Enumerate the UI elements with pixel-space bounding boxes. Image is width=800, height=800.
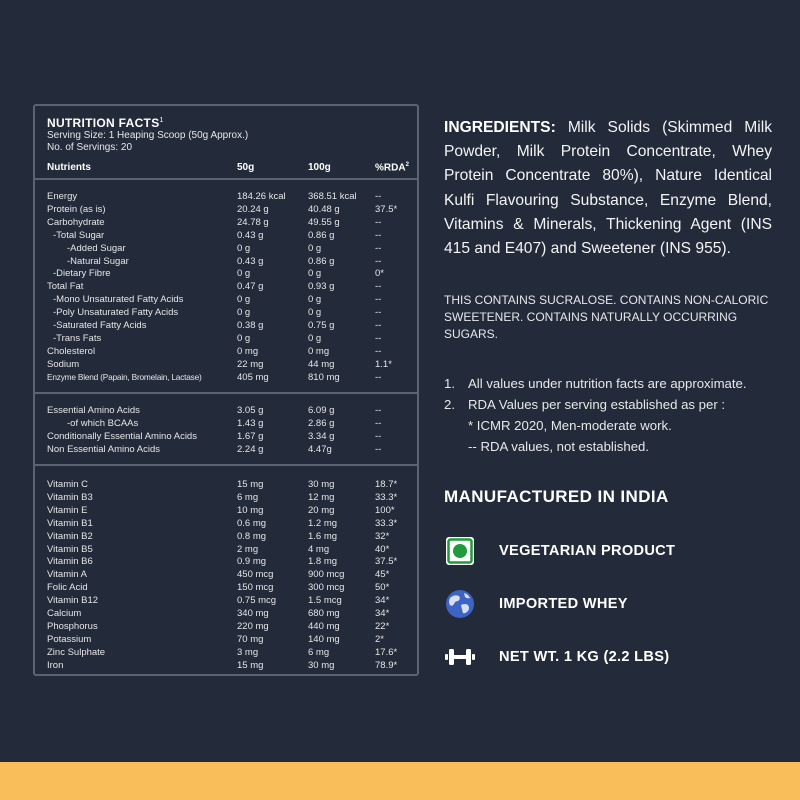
table-row (35, 358, 417, 371)
value-50g: 0.43 g (237, 255, 264, 267)
table-row (35, 216, 417, 229)
value-100g: 0.86 g (308, 229, 335, 241)
value-rda: -- (375, 229, 382, 241)
nutrient-name: Cholesterol (47, 345, 96, 357)
table-row (35, 646, 417, 659)
nutrient-name: -Natural Sugar (67, 255, 129, 267)
nutrient-name: Calcium (47, 608, 82, 619)
table-row (35, 555, 417, 568)
value-50g: 0 mg (237, 345, 259, 357)
value-50g: 450 mcg (237, 569, 274, 581)
value-50g: 2.24 g (237, 443, 264, 455)
value-100g: 6 mg (308, 646, 330, 658)
accent-bar (0, 762, 800, 800)
value-50g: 3 mg (237, 646, 259, 658)
value-rda: 45* (375, 569, 390, 581)
value-rda: 100* (375, 504, 395, 516)
value-rda: 37.5* (375, 203, 398, 215)
table-row (35, 242, 417, 255)
nutrient-name: -Mono Unsaturated Fatty Acids (53, 294, 184, 306)
value-rda: 32* (375, 530, 390, 542)
value-50g: 184.26 kcal (237, 191, 286, 202)
table-row (35, 491, 417, 504)
value-50g: 2 mg (237, 543, 259, 555)
value-50g: 15 mg (237, 659, 264, 671)
table-row (35, 203, 417, 216)
value-50g: 0 g (237, 332, 251, 344)
value-rda: 18.7* (375, 479, 398, 490)
value-100g: 30 mg (308, 479, 335, 490)
table-row (35, 530, 417, 543)
nutrient-name: Essential Amino Acids (47, 405, 140, 416)
value-rda: 22* (375, 620, 390, 632)
value-100g: 0 g (308, 294, 322, 306)
nutrition-title: NUTRITION FACTS$^1$ (47, 116, 164, 130)
table-row (35, 306, 417, 319)
value-50g: 0.9 mg (237, 556, 267, 568)
value-100g: 440 mg (308, 620, 340, 632)
divider (35, 178, 417, 180)
header-rda: %RDA$^2$ (375, 162, 409, 174)
ingredients (444, 116, 772, 261)
table-row (35, 543, 417, 556)
value-100g: 44 mg (308, 358, 335, 370)
table-row (35, 255, 417, 268)
nutrient-name: Vitamin A (47, 569, 87, 581)
value-50g: 0 g (237, 268, 251, 280)
feature-imported-whey: IMPORTED WHEY (444, 588, 774, 620)
table-row (35, 267, 417, 280)
nutrient-name: Non Essential Amino Acids (47, 443, 161, 455)
value-rda: 34* (375, 608, 390, 619)
value-100g: 300 mcg (308, 582, 345, 594)
value-rda: 33.3* (375, 491, 398, 503)
nutrient-name: Potassium (47, 633, 92, 645)
value-rda: 37.5* (375, 556, 398, 568)
value-rda: -- (375, 216, 382, 228)
value-100g: 3.34 g (308, 430, 335, 442)
value-50g: 0.43 g (237, 229, 264, 241)
nutrient-name: Total Fat (47, 281, 84, 293)
nutrient-name: Sodium (47, 358, 80, 370)
value-100g: 1.2 mg (308, 517, 338, 529)
value-50g: 24.78 g (237, 216, 269, 228)
value-50g: 0 g (237, 242, 251, 254)
value-rda: -- (375, 294, 382, 306)
value-100g: 1.5 mcg (308, 595, 342, 607)
value-100g: 0 g (308, 268, 322, 280)
value-rda: 2* (375, 633, 384, 645)
value-100g: 6.09 g (308, 405, 335, 416)
value-100g: 30 mg (308, 659, 335, 671)
value-50g: 0 g (237, 294, 251, 306)
header-nutrients: Nutrients (47, 162, 91, 173)
value-rda: -- (375, 191, 382, 202)
feature-vegetarian: VEGETARIAN PRODUCT (444, 535, 774, 567)
value-rda: 78.9* (375, 659, 398, 671)
table-row (35, 607, 417, 620)
table-row (35, 332, 417, 345)
header-50g: 50g (237, 162, 255, 173)
table-row (35, 478, 417, 491)
value-50g: 6 mg (237, 491, 259, 503)
table-row (35, 517, 417, 530)
nutrient-name: -of which BCAAs (67, 417, 139, 429)
value-50g: 15 mg (237, 479, 264, 490)
value-50g: 0.6 mg (237, 517, 267, 529)
value-100g: 4 mg (308, 543, 330, 555)
nutrient-name: -Trans Fats (53, 332, 102, 344)
table-row (35, 229, 417, 242)
value-100g: 20 mg (308, 504, 335, 516)
value-100g: 900 mcg (308, 569, 345, 581)
value-100g: 0 g (308, 307, 322, 319)
value-100g: 0 mg (308, 345, 330, 357)
value-rda: -- (375, 345, 382, 357)
value-100g: 12 mg (308, 491, 335, 503)
value-rda: -- (375, 430, 382, 442)
table-row (35, 280, 417, 293)
value-100g: 680 mg (308, 608, 340, 619)
nutrient-name: Vitamin C (47, 479, 89, 490)
value-50g: 150 mcg (237, 582, 274, 594)
nutrient-name: -Total Sugar (53, 229, 105, 241)
value-rda: 0* (375, 268, 384, 280)
table-row (35, 371, 417, 384)
value-50g: 1.43 g (237, 417, 264, 429)
value-rda: -- (375, 281, 382, 293)
value-50g: 22 mg (237, 358, 264, 370)
value-50g: 0.75 mcg (237, 595, 277, 607)
nutrient-name: Vitamin B1 (47, 517, 93, 529)
nutrient-name: Vitamin E (47, 504, 88, 516)
nutrient-name: Phosphorus (47, 620, 98, 632)
divider (35, 392, 417, 394)
sweetener-note: THIS CONTAINS SUCRALOSE. CONTAINS NON-CALORIC SWEETENER. CONTAINS NATURALLY OCCURRING SUGARS. (444, 293, 769, 341)
value-rda: -- (375, 307, 382, 319)
serving-size: Serving Size: 1 Heaping Scoop (50g Approx.) (47, 129, 249, 141)
value-rda: -- (375, 255, 382, 267)
table-row (35, 443, 417, 456)
nutrient-name: Vitamin B3 (47, 491, 93, 503)
nutrient-name: Vitamin B2 (47, 530, 93, 542)
header-100g: 100g (308, 162, 331, 173)
divider (35, 464, 417, 466)
nutrient-name: Vitamin B6 (47, 556, 93, 568)
value-rda: -- (375, 242, 382, 254)
table-row (35, 659, 417, 672)
value-100g: 49.55 g (308, 216, 340, 228)
value-rda: 1.1* (375, 358, 392, 370)
table-row (35, 190, 417, 203)
value-100g: 40.48 g (308, 203, 340, 215)
nutrient-name: Enzyme Blend (Papain, Bromelain, Lactase) (47, 371, 202, 382)
manufactured-in-india: MANUFACTURED IN INDIA (444, 487, 669, 506)
value-100g: 0 g (308, 242, 322, 254)
dumbbell-icon (444, 641, 476, 673)
value-50g: 3.05 g (237, 405, 264, 416)
value-100g: 368.51 kcal (308, 191, 357, 202)
nutrient-name: -Added Sugar (67, 242, 126, 254)
globe-icon (444, 588, 476, 620)
nutrient-name: -Poly Unsaturated Fatty Acids (53, 307, 179, 319)
value-50g: 405 mg (237, 371, 269, 383)
footnote-icmr: * ICMR 2020, Men-moderate work. (468, 418, 672, 433)
value-50g: 10 mg (237, 504, 264, 516)
value-100g: 2.86 g (308, 417, 335, 429)
value-50g: 0.38 g (237, 320, 264, 331)
nutrient-name: Carbohydrate (47, 216, 105, 228)
nutrient-name: Energy (47, 191, 78, 202)
value-50g: 0.47 g (237, 281, 264, 293)
table-row (35, 620, 417, 633)
value-100g: 1.8 mg (308, 556, 338, 568)
vegetarian-icon (444, 535, 476, 567)
value-rda: 33.3* (375, 517, 398, 529)
table-row (35, 345, 417, 358)
value-100g: 0 g (308, 332, 322, 344)
value-rda: -- (375, 405, 382, 416)
table-row (35, 633, 417, 646)
table-row (35, 430, 417, 443)
value-100g: 0.86 g (308, 255, 335, 267)
value-rda: 34* (375, 595, 390, 607)
nutrition-header (47, 115, 248, 155)
value-50g: 220 mg (237, 620, 269, 632)
value-50g: 70 mg (237, 633, 264, 645)
value-50g: 340 mg (237, 608, 269, 619)
value-rda: -- (375, 332, 382, 344)
nutrient-name: -Dietary Fibre (53, 268, 111, 280)
table-header (35, 162, 417, 178)
nutrient-name: Protein (as is) (47, 203, 106, 215)
footnote-1: 1. All values under nutrition facts are approximate. (444, 376, 747, 391)
servings-count: No. of Servings: 20 (47, 142, 133, 153)
value-100g: 1.6 mg (308, 530, 338, 542)
table-row (35, 404, 417, 417)
table-row (35, 594, 417, 607)
value-50g: 0 g (237, 307, 251, 319)
table-row (35, 417, 417, 430)
value-100g: 4.47g (308, 443, 332, 455)
value-rda: -- (375, 443, 382, 455)
nutrient-name: Folic Acid (47, 582, 88, 594)
nutrition-facts-panel (33, 104, 419, 676)
feature-net-weight: NET WT. 1 KG (2.2 LBS) (444, 641, 774, 673)
nutrient-name: Vitamin B12 (47, 595, 99, 607)
value-100g: 0.75 g (308, 320, 335, 331)
nutrient-name: Zinc Sulphate (47, 646, 106, 658)
value-50g: 20.24 g (237, 203, 269, 215)
value-rda: 40* (375, 543, 390, 555)
table-row (35, 504, 417, 517)
value-100g: 0.93 g (308, 281, 335, 293)
value-rda: -- (375, 320, 382, 331)
value-rda: 50* (375, 582, 390, 594)
value-100g: 810 mg (308, 371, 340, 383)
nutrient-name: Iron (47, 659, 64, 671)
value-50g: 1.67 g (237, 430, 264, 442)
ingredients-text: INGREDIENTS: Milk Solids (Skimmed Milk Powder, Milk Protein Concentrate, Whey Protein Concentrate 80%), Nature Identical Kulfi Flavouring Substance, Enzyme Blend, Vitamins & Minerals, Thickening Agent (INS 415 and E407) and Sweetener (INS 955). (444, 119, 772, 258)
table-row (35, 319, 417, 332)
value-100g: 140 mg (308, 633, 340, 645)
table-row (35, 581, 417, 594)
footnote-2: 2. RDA Values per serving established as per : (444, 397, 726, 412)
nutrient-name: -Saturated Fatty Acids (53, 320, 147, 331)
table-row (35, 293, 417, 306)
nutrient-name: Vitamin B5 (47, 543, 93, 555)
value-rda: -- (375, 417, 382, 429)
footnote-rda-not-established: -- RDA values, not established. (468, 439, 650, 454)
nutrient-name: Conditionally Essential Amino Acids (47, 430, 197, 442)
value-rda: 17.6* (375, 646, 398, 658)
value-rda: -- (375, 371, 382, 383)
table-row (35, 568, 417, 581)
value-50g: 0.8 mg (237, 530, 267, 542)
